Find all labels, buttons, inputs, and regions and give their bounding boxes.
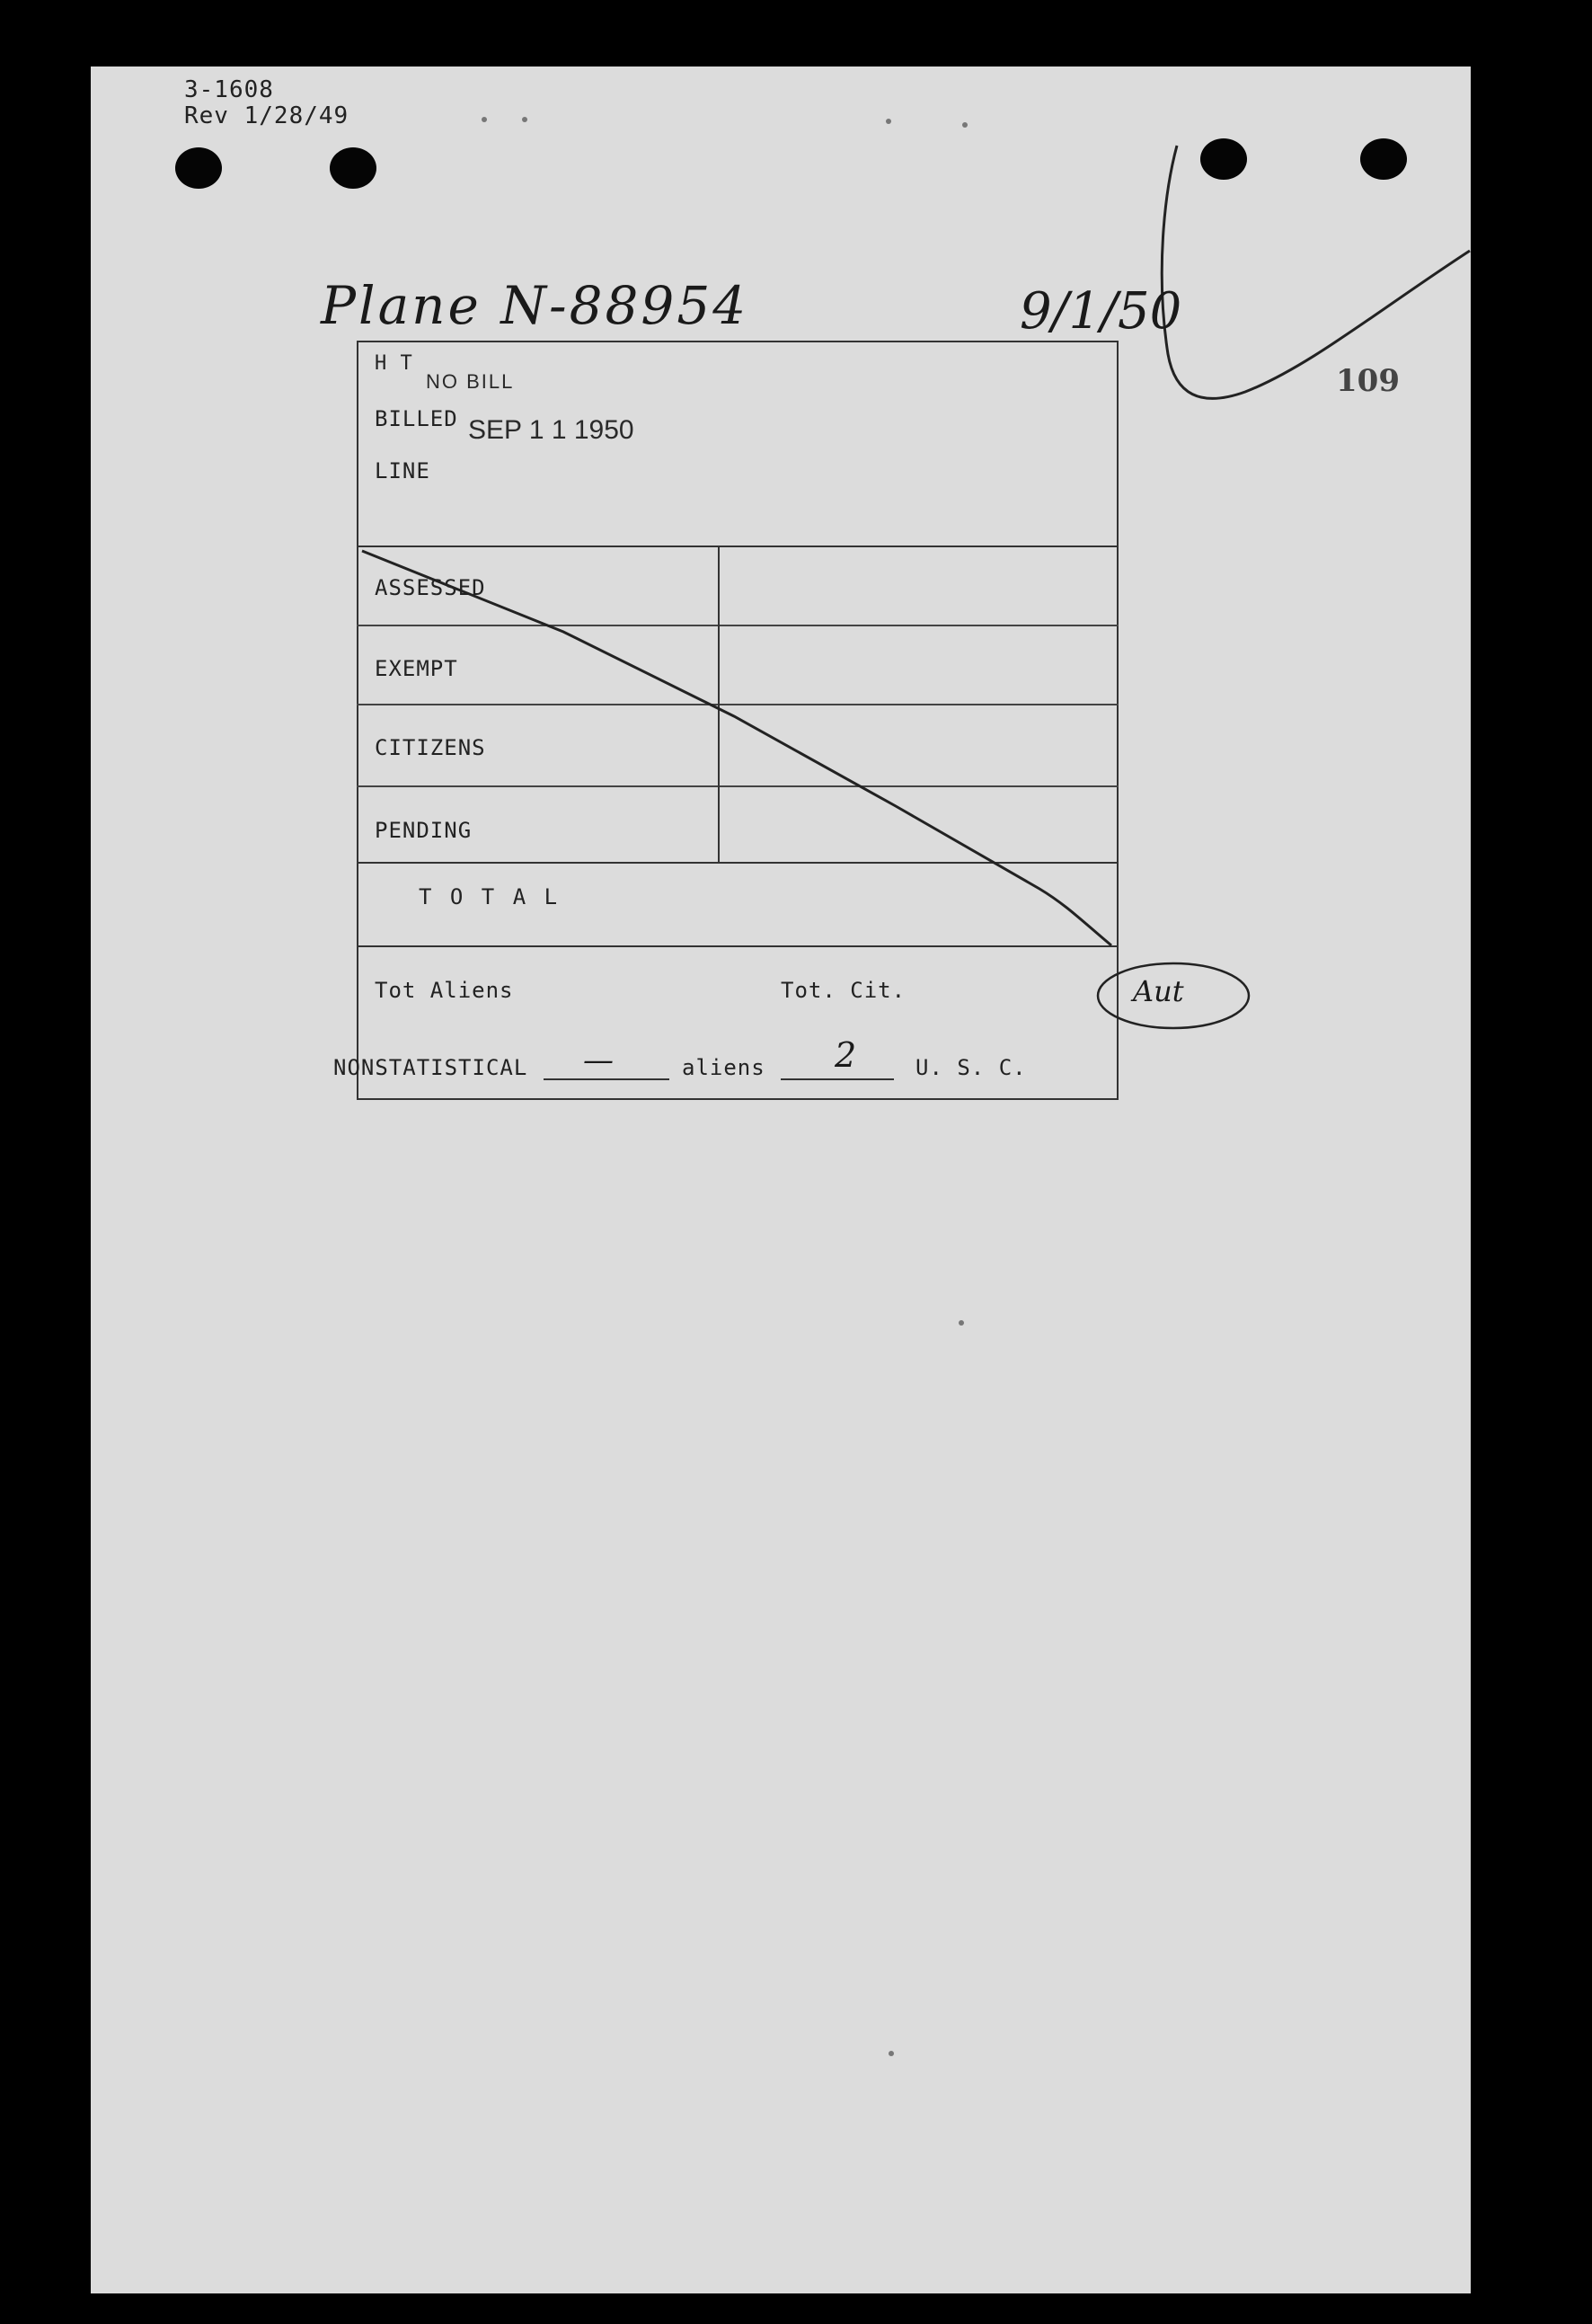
stamp-no-bill: NO BILL bbox=[426, 370, 515, 393]
speck bbox=[482, 117, 487, 122]
ht-label: H T bbox=[375, 352, 413, 375]
page-number: 109 bbox=[1336, 363, 1400, 399]
date-handwritten: 9/1/50 bbox=[1020, 282, 1182, 341]
line-label: LINE bbox=[375, 458, 430, 483]
initials-handwritten: Aut bbox=[1133, 974, 1184, 1008]
speck bbox=[962, 122, 968, 128]
form-revision: Rev 1/28/49 bbox=[184, 102, 349, 129]
billed-label: BILLED bbox=[375, 406, 458, 431]
aliens-label: aliens bbox=[682, 1055, 765, 1080]
strike-through-line bbox=[357, 546, 1210, 1058]
speck bbox=[522, 117, 527, 122]
speck bbox=[886, 119, 891, 124]
row-label-assessed: ASSESSED bbox=[375, 575, 486, 600]
row-label-exempt: EXEMPT bbox=[375, 656, 458, 681]
form-number: 3-1608 bbox=[184, 76, 274, 103]
row-label-citizens: CITIZENS bbox=[375, 735, 486, 760]
document-sheet bbox=[91, 67, 1471, 2293]
total-label: T O T A L bbox=[419, 884, 561, 909]
row-label-pending: PENDING bbox=[375, 818, 473, 843]
stamp-date: SEP 1 1 1950 bbox=[468, 415, 634, 445]
punch-hole bbox=[330, 147, 376, 189]
check-mark bbox=[1146, 138, 1471, 462]
nonstat-blank bbox=[544, 1078, 669, 1080]
aliens-blank bbox=[781, 1078, 894, 1080]
nonstatistical-label: NONSTATISTICAL bbox=[333, 1055, 528, 1080]
plane-number: Plane N-88954 bbox=[321, 275, 749, 336]
speck bbox=[959, 1320, 964, 1326]
tot-cit-label: Tot. Cit. bbox=[781, 978, 907, 1003]
tot-aliens-label: Tot Aliens bbox=[375, 978, 514, 1003]
punch-hole bbox=[175, 147, 222, 189]
speck bbox=[889, 2051, 894, 2056]
aliens-count-handwritten: 2 bbox=[835, 1035, 857, 1075]
nonstat-mark: — bbox=[583, 1042, 614, 1078]
usc-label: U. S. C. bbox=[915, 1055, 1027, 1080]
